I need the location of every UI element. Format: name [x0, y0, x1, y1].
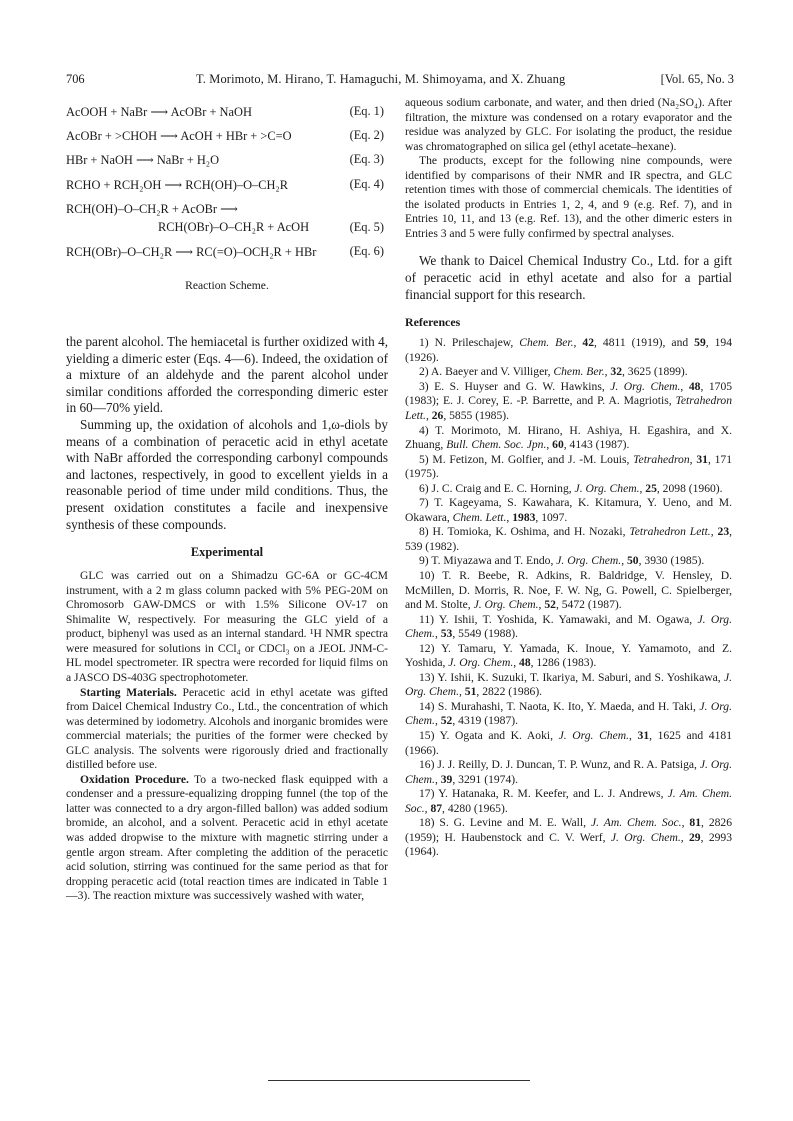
subheading-oxidation-procedure: Oxidation Procedure.: [80, 772, 189, 786]
reference-journal: J. Org. Chem.: [610, 830, 681, 844]
reference-volume: 50: [627, 554, 639, 568]
reference-authors: 5) M. Fetizon, M. Golfier, and J. -M. Louis,: [419, 452, 634, 466]
equation-4-number: (Eq. 4): [349, 177, 384, 191]
reference-separator: ,: [424, 801, 431, 815]
reference-pages: , 2993 (1964).: [405, 830, 733, 859]
reference-item: [405, 729, 732, 758]
reference-journal: Tetrahedron Lett.: [405, 394, 732, 422]
experimental-paragraph: GLC was carried out on a Shimadzu GC-6A or GC-4CM instrument, with a 2 m glass column packed with 5% PEG-20M on Chromosorb GAW-DMCS or with 1.5% Silicone OV-17 on Shimalite W, respectively. For measuring the GLC yield of a product, biphenyl was used as an internal standard. ¹H NMR spectra were measured for solutions in CCl₄ or CDCl₃ on a JEOL JNM-C-HL model spectrometer. IR spectra were recorded for liquid films on a JASCO DS-403G spectrophotometer.: [66, 569, 388, 684]
equation-1: AcOOH + NaBr ⟶ AcOBr + NaOH: [66, 105, 252, 119]
reference-item: [405, 569, 732, 613]
reference-pages: , 539 (1982).: [405, 525, 733, 553]
reference-pages: , 3930 (1985).: [638, 554, 705, 568]
reference-journal: J. Am. Chem. Soc.: [590, 816, 682, 830]
reference-list: [405, 336, 732, 860]
reference-item: [405, 453, 732, 482]
reference-volume: 59: [694, 336, 706, 350]
equation-4: RCHO + RCH₂OH ⟶ RCH(OH)–O–CH₂R: [66, 178, 289, 192]
header-volume: [Vol. 65, No. 3: [660, 72, 734, 86]
scheme-caption: Reaction Scheme.: [185, 279, 269, 292]
reference-item: [405, 380, 732, 424]
reference-item: [405, 787, 732, 816]
reference-volume: 23: [717, 525, 730, 539]
reference-pages: , 4280 (1965).: [442, 801, 508, 815]
reference-volume: 53: [440, 627, 453, 641]
reference-separator: ,: [689, 452, 697, 466]
reference-volume: 51: [464, 685, 477, 699]
reference-pages: , 5855 (1985).: [443, 408, 510, 422]
workup-paragraph: aqueous sodium carbonate, and water, and then dried (Na₂SO₄). After filtration, the mixture was condensed on a rotary evaporator and the residue was analyzed by GLC. For isolating the product, the residue was chromatographed on silica gel (ethyl acetate–hexane).: [405, 96, 732, 153]
reference-authors: 6) J. C. Craig and E. C. Horning,: [419, 481, 575, 495]
reference-item: [405, 365, 732, 380]
reference-separator: ,: [604, 365, 611, 379]
reference-separator: ,: [680, 379, 689, 393]
page-number: 706: [66, 72, 85, 86]
reference-pages: , 1625 and 4181 (1966).: [405, 729, 732, 757]
reference-volume: 26: [431, 408, 444, 422]
equation-3: HBr + NaOH ⟶ NaBr + H₂O: [66, 153, 220, 167]
reference-journal: J. Org. Chem.: [473, 598, 539, 612]
reference-separator: ,: [680, 830, 689, 844]
reference-journal: Bull. Chem. Soc. Jpn.: [446, 438, 547, 452]
reference-separator: ,: [434, 714, 441, 728]
reference-separator: ,: [538, 598, 545, 612]
reference-volume: 31: [637, 729, 650, 743]
reference-item: [405, 525, 732, 554]
reference-authors: 14) S. Murahashi, T. Naota, K. Ito, Y. Maeda, and H. Taki,: [419, 699, 700, 713]
equation-3-number: (Eq. 3): [349, 152, 384, 166]
reference-item: [405, 758, 732, 787]
reference-pages: , 5549 (1988).: [452, 627, 519, 641]
reference-pages: , 171 (1975).: [405, 452, 733, 481]
reference-authors: 7) T. Kageyama, S. Kawahara, K. Kitamura, Y. Ueno, and M. Okawara,: [405, 496, 732, 524]
reference-item: [405, 642, 732, 671]
reference-journal: J. Org. Chem.: [610, 379, 681, 393]
reference-separator: ,: [434, 627, 441, 641]
reference-pages: , 2098 (1960).: [656, 481, 723, 495]
equation-5-number: (Eq. 5): [349, 220, 384, 234]
reference-item: [405, 613, 732, 642]
reference-authors: 16) J. J. Reilly, D. J. Duncan, T. P. Wunz, and R. A. Patsiga,: [419, 758, 700, 772]
reference-authors: 11) Y. Ishii, T. Yoshida, K. Yamawaki, and M. Ogawa,: [419, 612, 698, 626]
acknowledgment: We thank to Daicel Chemical Industry Co., Ltd. for a gift of peracetic acid in ethyl acetate and also for a partial financial support for this research.: [405, 253, 732, 302]
reference-item: [405, 482, 732, 497]
section-title-experimental: Experimental: [190, 545, 264, 560]
equation-5-line-1: RCH(OH)–O–CH₂R + AcOBr ⟶: [66, 202, 238, 216]
equation-5-line-2: RCH(OBr)–O–CH₂R + AcOH: [158, 220, 310, 234]
reference-journal: J. Org. Chem.: [558, 729, 630, 743]
reference-journal: J. Org. Chem.: [448, 656, 514, 670]
references-title: References: [405, 315, 461, 330]
reference-volume: 32: [610, 365, 622, 379]
reference-pages: , 3291 (1974).: [452, 772, 519, 786]
reference-volume: 52: [544, 598, 556, 612]
reference-authors: 18) S. G. Levine and M. E. Wall,: [419, 816, 591, 830]
reference-volume: 1983: [512, 510, 536, 524]
reference-authors: 13) Y. Ishii, K. Suzuki, T. Ikariya, M. Saburi, and S. Yoshikawa,: [419, 670, 724, 684]
header-authors: T. Morimoto, M. Hirano, T. Hamaguchi, M. Shimoyama, and X. Zhuang: [196, 72, 566, 86]
reference-item: [405, 554, 732, 569]
oxidation-procedure-text: To a two-necked flask equipped with a condenser and a pressure-equalizing dropping funnel (the top of the latter was connected to a dry argon-filled ballon) was added sodium bromide, an alcohol, and a solvent. Peracetic acid in ethyl acetate was added dropwise to the mixture with magnetic stirring under a gentle argon stream. After completing the addition of the peracetic acid solution, stirring was continued for the same period as that for dropping peracetic acid (total reaction times are indicated in Table 1—3). The reaction mixture was successively washed with water,: [66, 772, 388, 903]
reference-authors: 3) E. S. Huyser and G. W. Hawkins,: [419, 379, 611, 393]
reference-volume: 29: [688, 830, 701, 844]
reference-separator: ,: [425, 408, 432, 422]
equation-2-number: (Eq. 2): [349, 128, 384, 142]
reference-pages: , 4143 (1987).: [563, 438, 630, 452]
reference-separator: ,: [459, 685, 465, 699]
body-paragraph: the parent alcohol. The hemiacetal is further oxidized with 4, yielding a dimeric ester (Eqs. 4—6). Indeed, the oxidation of a mixture of an aldehyde and the parent alcohol under similar conditions afforded the corresponding dimeric ester in 60—70% yield.: [66, 334, 388, 416]
reference-authors: 17) Y. Hatanaka, R. M. Keefer, and L. J. Andrews,: [419, 787, 668, 801]
reference-volume: 42: [582, 336, 595, 350]
reference-item: [405, 336, 732, 365]
equation-2: AcOBr + >CHOH ⟶ AcOH + HBr + >C=O: [66, 129, 292, 143]
reaction-scheme: [66, 100, 388, 310]
reference-authors: 12) Y. Tamaru, Y. Yamada, K. Inoue, Y. Yamamoto, and Z. Yoshida,: [405, 641, 732, 670]
reference-journal: J. Org. Chem.: [574, 481, 640, 495]
reference-item: [405, 700, 732, 729]
reference-volume: 87: [430, 801, 443, 815]
reference-volume: 48: [688, 379, 701, 393]
reference-volume: 81: [689, 816, 701, 830]
reference-authors: 2) A. Baeyer and V. Villiger,: [419, 365, 554, 379]
identification-paragraph: The products, except for the following nine compounds, were identified by comparisons of their NMR and IR spectra, and GLC retention times with those of commercial chemicals. The identities of the isolated products in Entries 1, 2, 4, and 9 (e.g. Ref. 7), and in Entries 10, 11, and 13 (e.g. Ref. 13), and the other dimeric esters in Entries 3 and 5 were fully confirmed by spectral analyses.: [405, 154, 732, 240]
reference-volume: 60: [552, 438, 564, 452]
running-header: [66, 72, 734, 90]
reference-separator: ,: [573, 336, 583, 350]
reference-pages: , 2822 (1986).: [476, 685, 543, 699]
reference-journal: Tetrahedron: [633, 452, 690, 466]
reference-item: [405, 496, 732, 525]
reference-journal: J. Org. Chem.: [405, 670, 732, 699]
equation-6: RCH(OBr)–O–CH₂R ⟶ RC(=O)–OCH₂R + HBr: [66, 245, 317, 259]
reference-authors: 1) N. Prileschajew,: [419, 336, 520, 350]
reference-pages: , 1286 (1983).: [530, 656, 597, 670]
reference-separator: ,: [621, 554, 627, 568]
summary-paragraph: Summing up, the oxidation of alcohols and 1,ω-diols by means of a combination of peracetic acid in ethyl acetate with NaBr afforded the corresponding carbonyl compounds and lactones, respectively, in good to excellent yields in a reasonable period of time under mild conditions. Thus, the present oxidation constitutes a facile and inexpensive synthesis of these compounds.: [66, 416, 388, 532]
reference-journal: J. Org. Chem.: [405, 758, 732, 786]
reference-authors: 9) T. Miyazawa and T. Endo,: [419, 554, 557, 568]
end-rule: [268, 1080, 530, 1081]
reference-journal: J. Org. Chem.: [556, 554, 622, 568]
reference-journal: Chem. Lett.: [452, 510, 507, 524]
starting-materials-text: Peracetic acid in ethyl acetate was gifted from Daicel Chemical Industry Co., Ltd., the concentration of which was determined by iodometry. Alcohols and inorganic bromides were commercial materials; the purities of the former were checked by GLC analysis. The solvents were rigorously dried and fractionally distilled before use.: [66, 685, 388, 772]
equation-1-number: (Eq. 1): [349, 104, 384, 118]
reference-pages: , 4319 (1987).: [452, 714, 519, 728]
starting-materials-paragraph: [66, 686, 388, 773]
reference-pages: , 2826 (1959); H. Haubenstock and C. V. Werf,: [405, 816, 733, 844]
reference-item: [405, 671, 732, 700]
reference-pages: , 3625 (1899).: [622, 365, 688, 379]
reference-authors: 8) H. Tomioka, K. Oshima, and H. Nozaki,: [419, 525, 630, 539]
oxidation-procedure-paragraph: [66, 773, 388, 904]
reference-journal: Chem. Ber.: [519, 336, 574, 350]
reference-volume: 31: [696, 452, 708, 466]
reference-authors: 10) T. R. Beebe, R. Adkins, R. Baldridge, V. Hensley, D. McMillen, D. Morris, R. Noe, F. W. Ng, G. Powell, C. Spielberger, and M. Stolte,: [405, 569, 732, 612]
reference-separator: ,: [434, 772, 441, 786]
reference-volume: 39: [440, 772, 453, 786]
reference-separator: ,: [546, 438, 553, 452]
right-column: [405, 96, 732, 860]
reference-volume: 48: [519, 656, 531, 670]
reference-journal: J. Org. Chem.: [405, 612, 733, 641]
reference-separator: ,: [513, 656, 520, 670]
reference-separator: ,: [506, 510, 513, 524]
reference-volume: 25: [645, 481, 657, 495]
reference-pages: , 1705 (1983); E. J. Corey, E. -P. Barrette, and P. A. Magriotis,: [405, 379, 733, 408]
reference-separator: ,: [681, 816, 690, 830]
reference-separator: ,: [710, 525, 718, 539]
reference-volume: 52: [440, 714, 453, 728]
reference-item: [405, 424, 732, 453]
reference-pages: , 1097.: [535, 510, 568, 524]
reference-journal: J. Org. Chem.: [405, 699, 733, 728]
reference-pages: , 5472 (1987).: [555, 598, 622, 612]
left-column: [66, 100, 388, 904]
subheading-starting-materials: Starting Materials.: [80, 685, 177, 699]
reference-separator: ,: [629, 729, 638, 743]
reference-pages: , 194 (1926).: [405, 336, 733, 364]
reference-separator: ,: [639, 481, 646, 495]
reference-authors: 15) Y. Ogata and K. Aoki,: [419, 729, 559, 743]
reference-journal: Tetrahedron Lett.: [629, 525, 711, 539]
reference-authors: 4) T. Morimoto, M. Hirano, H. Ashiya, H. Egashira, and X. Zhuang,: [405, 423, 732, 452]
reference-journal: Chem. Ber.: [553, 365, 605, 379]
reference-journal: J. Am. Chem. Soc.: [405, 787, 732, 815]
reference-pages: , 4811 (1919), and: [594, 336, 695, 350]
equation-6-number: (Eq. 6): [349, 244, 384, 258]
reference-item: [405, 816, 732, 860]
